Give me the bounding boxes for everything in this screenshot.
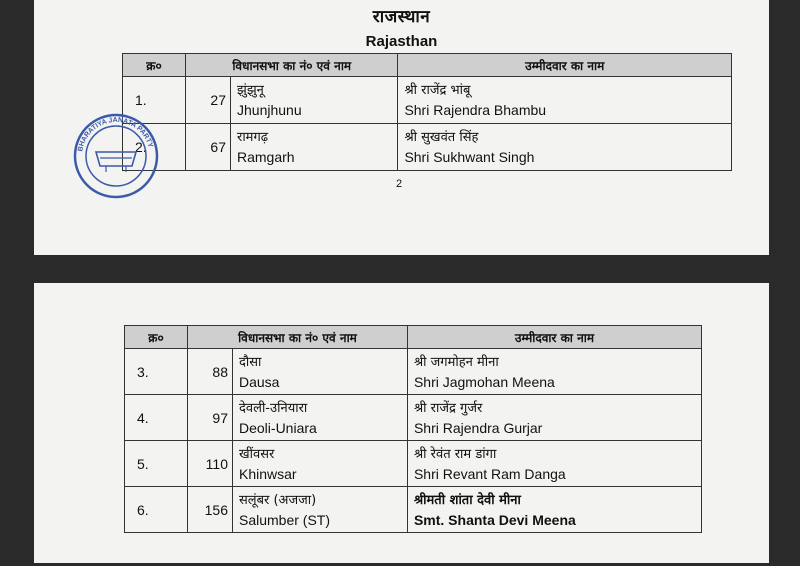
constituency-name-english: Deoli-Uniara [239,419,317,436]
state-title-hindi: राजस्थान [372,7,431,27]
constituency-number: 156 [188,487,233,533]
constituency-name-english: Jhunjhunu [237,102,302,118]
table-row [123,77,732,124]
table-row [125,349,702,395]
candidate-table-1 [122,53,732,171]
candidate-name [407,395,701,441]
constituency-name-english: Khinwsar [239,465,297,482]
serial-number: 3. [125,349,188,395]
candidate-name-hindi: श्री राजेंद्र गुर्जर [413,400,483,416]
constituency-name [231,77,398,124]
header-candidate: उम्मीदवार का नाम [398,54,732,77]
candidate-name-english: Shri Jagmohan Meena [413,373,555,390]
candidate-name-hindi: श्री जगमोहन मीना [413,354,499,370]
constituency-name-hindi: दौसा [239,354,262,370]
table-row [125,487,702,533]
table-row [125,395,702,441]
header-sn: क्र० [125,326,188,349]
state-title-english: Rajasthan [365,33,438,50]
candidate-name-hindi: श्रीमती शांता देवी मीना [413,492,521,508]
candidate-name-english: Shri Rajendra Gurjar [413,419,543,436]
constituency-name [233,395,408,441]
candidate-name [398,124,732,171]
candidate-name-hindi: श्री सुखवंत सिंह [404,130,479,145]
header-sn: क्र० [123,54,186,77]
svg-text:BHARATIYA JANATA PARTY [77,117,154,152]
constituency-name [233,349,408,395]
constituency-number: 110 [188,441,233,487]
constituency-number: 27 [186,77,231,124]
constituency-name [231,124,398,171]
candidate-name [398,77,732,124]
candidate-table-2 [124,325,702,533]
header-constituency: विधानसभा का नं० एवं नाम [188,326,408,349]
candidate-name-hindi: श्री रेवंत राम डांगा [413,446,497,462]
candidate-name-english: Shri Revant Ram Danga [413,465,566,482]
constituency-name-hindi: सलूंबर (अजजा) [239,492,317,508]
candidate-name [407,487,701,533]
constituency-name-hindi: खींवसर [239,446,275,462]
header-candidate: उम्मीदवार का नाम [407,326,701,349]
table-header-row [125,326,702,349]
candidate-name [407,349,701,395]
page-number: 2 [396,178,403,190]
serial-number: 5. [125,441,188,487]
candidate-name-english: Smt. Shanta Devi Meena [413,511,576,528]
serial-number: 2. [123,124,186,171]
serial-number: 1. [123,77,186,124]
serial-number: 6. [125,487,188,533]
constituency-number: 67 [186,124,231,171]
constituency-name-hindi: झुंझुनू [237,83,264,98]
candidate-name-english: Shri Sukhwant Singh [404,149,535,165]
constituency-name-english: Ramgarh [237,149,295,165]
constituency-number: 88 [188,349,233,395]
document-page-1 [34,0,769,255]
table-header-row [123,54,732,77]
candidate-name [407,441,701,487]
serial-number: 4. [125,395,188,441]
table-row [125,441,702,487]
seal-text: BHARATIYA JANATA PARTY [77,116,154,153]
constituency-name-english: Dausa [239,373,280,390]
candidate-name-hindi: श्री राजेंद्र भांबू [404,83,471,98]
candidate-name-english: Shri Rajendra Bhambu [404,102,547,118]
constituency-name [233,441,408,487]
party-seal-stamp [72,112,160,200]
document-page-2 [34,283,769,563]
constituency-number: 97 [188,395,233,441]
constituency-name-hindi: देवली-उनियारा [239,400,308,416]
constituency-name-hindi: रामगढ़ [237,130,269,145]
constituency-name [233,487,408,533]
constituency-name-english: Salumber (ST) [239,511,331,528]
table-row [123,124,732,171]
header-constituency: विधानसभा का नं० एवं नाम [186,54,398,77]
